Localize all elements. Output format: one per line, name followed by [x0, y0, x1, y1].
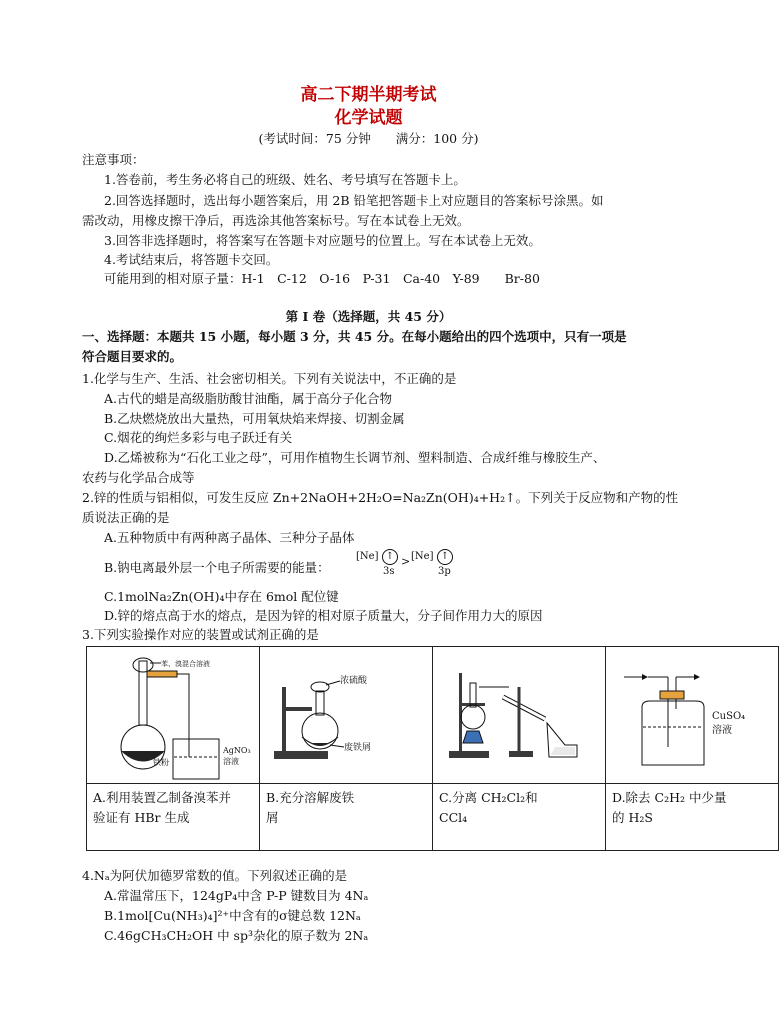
q3-options-table [86, 646, 779, 851]
notice-item-4: 4.考试结束后，将答题卡交回。 [104, 252, 279, 267]
q2-stem-b: 质说法正确的是 [82, 510, 170, 525]
q1-option-d-1: D.乙烯被称为“石化工业之母”，可用作植物生长调节剂、塑料制造、合成纤维与橡胶生产、 [104, 450, 606, 465]
exam-info: (考试时间：75 分钟 满分：100 分) [258, 131, 479, 146]
apparatus-a-illustration [87, 647, 259, 783]
q1-option-b: B.乙炔燃烧放出大量热，可用氧炔焰来焊接、切割金属 [104, 411, 405, 426]
apparatus-a-label-3: AgNO₃ [223, 746, 251, 755]
q3-caption-c [433, 784, 606, 851]
config-left-orbital: 3s [383, 566, 395, 577]
q4-option-c: C.46gCH₃CH₂OH 中 sp³杂化的原子数为 2Nₐ [104, 928, 369, 943]
apparatus-c-illustration [433, 647, 605, 783]
q3-caption-b-line-2: 屑 [266, 810, 279, 825]
apparatus-a-label-2: 铁粉 [153, 758, 169, 767]
q1-stem: 1.化学与生产、生活、社会密切相关。下列有关说法中，不正确的是 [82, 371, 457, 386]
q3-stem: 3.下列实验操作对应的装置或试剂正确的是 [82, 627, 319, 642]
q3-image-cell-b [260, 647, 433, 784]
apparatus-d-label-1: CuSO₄ [712, 711, 746, 722]
q1-option-c: C.烟花的绚烂多彩与电子跃迁有关 [104, 430, 293, 445]
apparatus-d-label-2: 溶液 [712, 725, 732, 736]
q3-caption-c-line-2: CCl₄ [439, 810, 468, 825]
q2-stem-a: 2.锌的性质与铝相似，可发生反应 Zn+2NaOH+2H₂O=Na₂Zn(OH)₄+H₂↑。下列关于反应物和产物的性 [82, 490, 679, 505]
q1-option-a: A.古代的蜡是高级脂肪酸甘油酯，属于高分子化合物 [104, 391, 393, 406]
apparatus-a-label-4: 溶液 [223, 757, 239, 766]
notice-item-3: 3.回答非选择题时，将答案写在答题卡对应题号的位置上。写在本试卷上无效。 [104, 233, 541, 248]
q4-stem: 4.Nₐ为阿伏加德罗常数的值。下列叙述正确的是 [82, 868, 348, 883]
q3-caption-d-line-2: 的 H₂S [612, 810, 653, 825]
part1-instruction-b: 符合题目要求的。 [82, 349, 183, 364]
orbital-3p-icon: ↑ [437, 549, 453, 565]
exam-title: 高二下期半期考试 [300, 85, 437, 105]
q3-caption-d-line-1: D.除去 C₂H₂ 中少量 [612, 790, 727, 805]
q2-option-a: A.五种物质中有两种离子晶体、三种分子晶体 [104, 530, 355, 545]
orbital-3s-icon: ↑ [382, 549, 398, 565]
q2-option-d: D.锌的熔点高于水的熔点，是因为锌的相对原子质量大，分子间作用力大的原因 [104, 608, 543, 623]
apparatus-b-label-2: 废铁屑 [344, 743, 372, 753]
q2-option-c: C.1molNa₂Zn(OH)₄中存在 6mol 配位键 [104, 589, 339, 604]
q2-option-b: B.钠电离最外层一个电子所需要的能量： [104, 560, 330, 575]
config-right-core: [Ne] [411, 551, 434, 562]
atomic-mass-line: 可能用到的相对原子量：H-1 C-12 O-16 P-31 Ca-40 Y-89 Br-80 [104, 271, 540, 286]
notice-item-2b: 需改动，用橡皮擦干净后，再选涂其他答案标号。写在本试卷上无效。 [82, 213, 470, 228]
q3-caption-b [260, 784, 433, 851]
q3-caption-a [87, 784, 260, 851]
q3-caption-a-line-2: 验证有 HBr 生成 [93, 810, 190, 825]
q3-image-cell-c [433, 647, 606, 784]
exam-subtitle: 化学试题 [334, 108, 403, 128]
q1-option-d-2: 农药与化学品合成等 [82, 470, 195, 485]
q4-option-a: A.常温常压下，124gP₄中含 P-P 键数目为 4Nₐ [104, 888, 369, 903]
q3-caption-a-line-1: A.利用装置乙制备溴苯并 [93, 790, 232, 805]
config-left-core: [Ne] [356, 551, 379, 562]
notice-item-1: 1.答卷前，考生务必将自己的班级、姓名、考号填写在答题卡上。 [104, 172, 466, 187]
notice-item-2a: 2.回答选择题时，选出每小题答案后，用 2B 铅笔把答题卡上对应题目的答案标号涂黑。如 [104, 193, 604, 208]
part1-heading: 第 I 卷（选择题，共 45 分） [285, 309, 452, 324]
config-right-orbital: 3p [438, 566, 451, 577]
q3-caption-d [606, 784, 779, 851]
q3-image-cell-a [87, 647, 260, 784]
electron-config-figure [356, 549, 466, 583]
apparatus-d-illustration [606, 647, 778, 783]
q3-caption-c-line-1: C.分离 CH₂Cl₂和 [439, 790, 538, 805]
apparatus-a-label-1: 苯、溴混合溶液 [161, 660, 210, 668]
apparatus-b-label-1: 浓硫酸 [340, 676, 368, 686]
notice-heading: 注意事项： [82, 152, 145, 167]
q3-image-cell-d [606, 647, 779, 784]
apparatus-b-illustration [260, 647, 432, 783]
q4-option-b: B.1mol[Cu(NH₃)₄]²⁺中含有的σ键总数 12Nₐ [104, 908, 361, 923]
q3-caption-b-line-1: B.充分溶解废铁 [266, 790, 355, 805]
part1-instruction-a: 一、选择题：本题共 15 小题，每小题 3 分，共 45 分。在每小题给出的四个选项中，只有一项是 [82, 329, 627, 344]
config-greater-than: > [401, 555, 411, 568]
